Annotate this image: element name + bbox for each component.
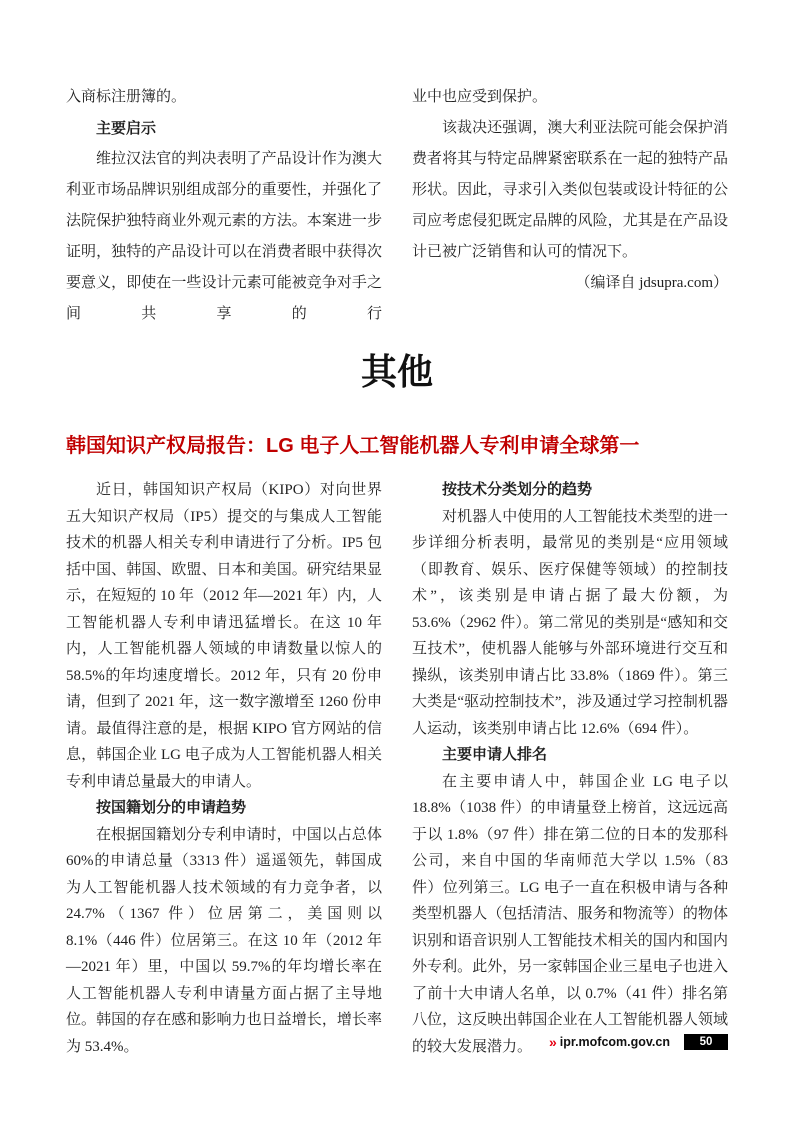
section-title: 其他 <box>360 351 433 392</box>
paragraph-trends-by-nationality: 在根据国籍划分专利申请时，中国以占总体 60%的申请总量（3313 件）遥遥领先，韩国成为人工智能机器人技术领域的有力竞争者，以 24.7%（1367 件）位居第二，美国则以 8.1%（446 件）位居第三。在这 10 年（2012 年—2021 年）里，中国以 59.7%的年均增长率在人工智能机器人专利申请量方面占据了主导地位。韩国的存在感和影响力也日益增长，增长率为 53.4%。 <box>66 826 382 1055</box>
source-attribution: （编译自 jdsupra.com） <box>575 275 728 291</box>
paragraph: 维拉汉法官的判决表明了产品设计作为澳大利亚市场品牌识别组成部分的重要性，并强化了法院保护独特商业外观元素的方法。本案进一步证明，独特的产品设计可以在消费者眼中获得次要意义，即使在一些设计元素可能被竞争对手之间共享的行 <box>66 151 382 322</box>
subheading-trends-by-technology: 按技术分类划分的趋势 <box>442 481 593 498</box>
continuation-line: 入商标注册簿的。 <box>66 89 187 105</box>
top-right-column <box>412 82 728 330</box>
paragraph-trends-by-technology: 对机器人中使用的人工智能技术类型的进一步详细分析表明，最常见的类别是“应用领域（即教育、娱乐、医疗保健等领域）的控制技术”，该类别是申请占据了最大份额，为 53.6%（2962 件）。第二常见的类别是“感知和交互技术”，使机器人能够与外部环境进行交互和操纵，该类别申请占比 33.8%（1869 件）。第三大类是“驱动控制技术”，涉及通过学习控制机器人运动，该类别申请占比 12.6%（694 件）。 <box>412 508 728 737</box>
paragraph-top-applicants: 在主要申请人中，韩国企业 LG 电子以 18.8%（1038 件）的申请量登上榜首，这远远高于以 1.8%（97 件）排在第二位的日本的发那科公司，来自中国的华南师范大学以 1.5%（83 件）位列第三。LG 电子一直在积极申请与各种类型机器人（包括清洁、服务和物流等）的物体识别和语音识别人工智能技术相关的国内和国内外专利。此外，另一家韩国企业三星电子也进入了前十大申请人名单，以 0.7%（41 件）排名第八位，这反映出韩国企业在人工智能机器人领域的较大发展潜力。 <box>412 773 728 1055</box>
top-left-column <box>66 82 382 330</box>
article-left-column <box>66 477 382 1060</box>
subheading-trends-by-nationality: 按国籍划分的申请趋势 <box>96 799 247 816</box>
subheading-top-applicants: 主要申请人排名 <box>442 746 548 763</box>
article-body <box>66 477 728 1060</box>
page-footer <box>549 1034 728 1050</box>
article-intro-paragraph: 近日，韩国知识产权局（KIPO）对向世界五大知识产权局（IP5）提交的与集成人工智能技术的机器人相关专利申请进行了分析。IP5 包括中国、韩国、欧盟、日本和美国。研究结果显示，在短短的 10 年（2012 年—2021 年）内，人工智能机器人专利申请迅猛增长。在这 10 年内，人工智能机器人领域的申请数量以惊人的 58.5%的年均速度增长。2012 年，只有 20 份申请，但到了 2021 年，这一数字激增至 1260 份申请。最值得注意的是，根据 KIPO 官方网站的信息，韩国企业 LG 电子成为人工智能机器人相关专利申请总量最大的申请人。 <box>66 482 382 790</box>
article-headline: 韩国知识产权局报告：LG 电子人工智能机器人专利申请全球第一 <box>66 435 640 457</box>
paragraph: 该裁决还强调，澳大利亚法院可能会保护消费者将其与特定品牌紧密联系在一起的独特产品形状。因此，寻求引入类似包装或设计特征的公司应考虑侵犯既定品牌的风险，尤其是在产品设计已被广泛销售和认可的情况下。 <box>412 120 728 260</box>
double-chevron-icon: » <box>549 1034 555 1050</box>
previous-article-continuation <box>66 82 728 330</box>
article-right-column <box>412 477 728 1060</box>
continuation-line: 业中也应受到保护。 <box>412 89 548 105</box>
footer-site-url: ipr.mofcom.gov.cn <box>559 1035 670 1049</box>
subheading-key-takeaways: 主要启示 <box>96 120 157 137</box>
page-number-badge: 50 <box>684 1034 728 1050</box>
